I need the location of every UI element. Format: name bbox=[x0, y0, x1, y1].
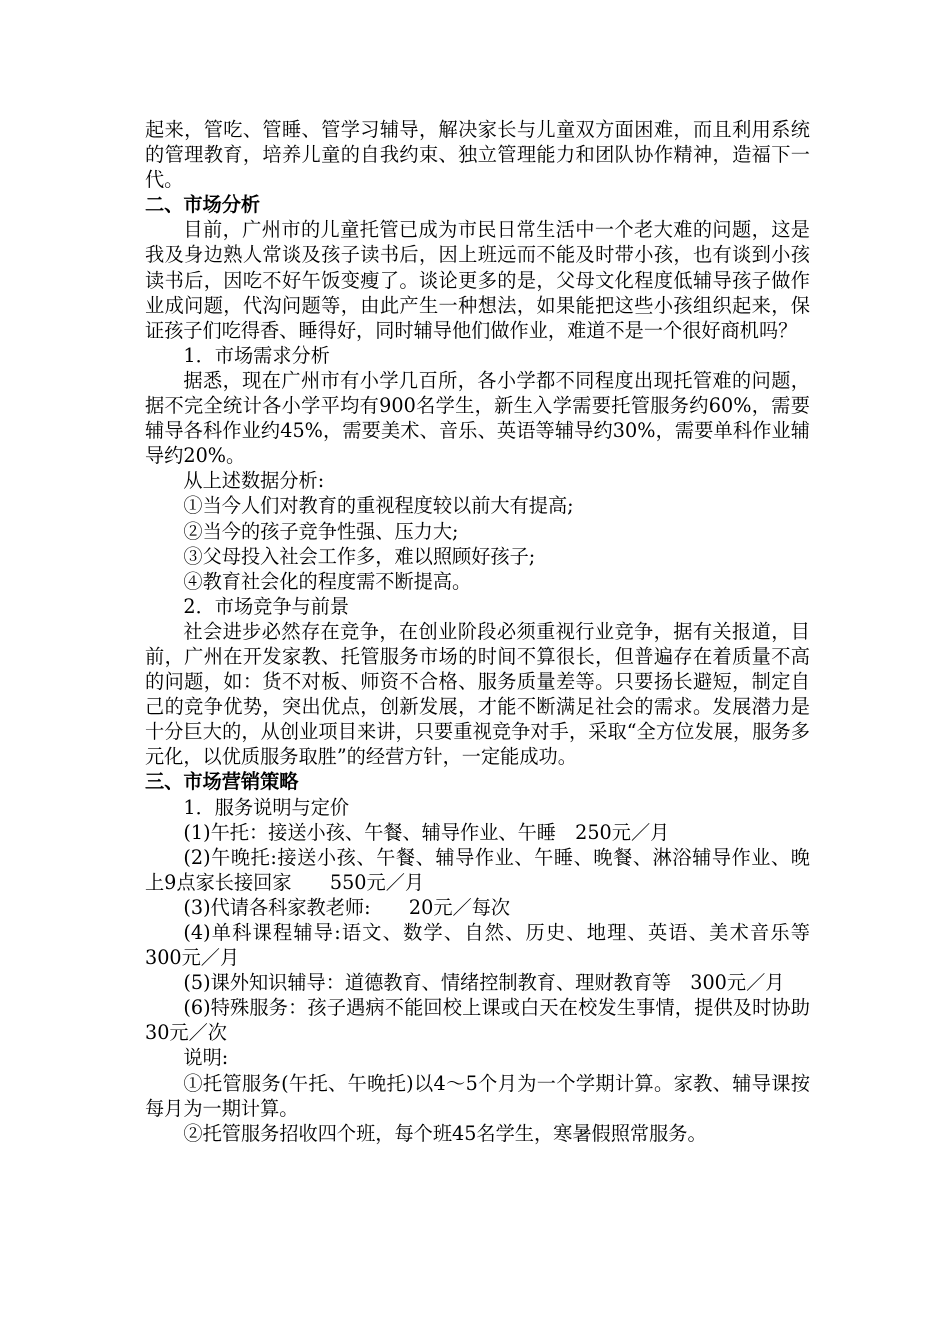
note-item-1: ①托管服务(午托、午晚托)以4～5个月为一个学期计算。家教、辅导课按每月为一期计算。 bbox=[145, 1071, 810, 1120]
service-item-4: (4)单科课程辅导:语文、数学、自然、历史、地理、英语、美术音乐等 300元／月 bbox=[145, 921, 830, 970]
notes-label: 说明: bbox=[183, 1046, 229, 1070]
paragraph-demand-data: 据悉，现在广州市有小学几百所，各小学都不同程度出现托管难的问题，据不完全统计各小学平均有900名学生，新生入学需要托管服务约60%，需要辅导各科作业约45%，需要美术、音乐、英语等辅导约30%，需要单科作业辅导约20%。 bbox=[145, 368, 810, 468]
list-item-analysis-2: ②当今的孩子竞争性强、压力大; bbox=[183, 519, 459, 543]
section-heading-marketing-strategy: 三、市场营销策略 bbox=[145, 770, 299, 794]
paragraph-competition: 社会进步必然存在竞争，在创业阶段必须重视行业竞争，据有关报道，目前，广州在开发家教、托管服务市场的时间不算很长，但普遍存在着质量不高的问题，如：货不对板、师资不合格、服务质量差等。只要扬长避短，制定自己的竞争优势，突出优点，创新发展，才能不断满足社会的需求。发展潜力是十分巨大的，从创业项目来讲，只要重视竞争对手，采取“全方位发展，服务多元化，以优质服务取胜”的经营方针，一定能成功。 bbox=[145, 619, 810, 769]
section-heading-market-analysis: 二、市场分析 bbox=[145, 193, 261, 217]
list-item-analysis-1: ①当今人们对教育的重视程度较以前大有提高; bbox=[183, 494, 574, 518]
service-item-2: (2)午晚托:接送小孩、午餐、辅导作业、午睡、晚餐、淋浴辅导作业、晚上9点家长接回家 550元／月 bbox=[145, 845, 810, 894]
paragraph-intro-continuation: 起来，管吃、管睡、管学习辅导，解决家长与儿童双方面困难，而且利用系统的管理教育，培养儿童的自我约束、独立管理能力和团队协作精神，造福下一代。 bbox=[145, 118, 810, 192]
note-item-2: ②托管服务招收四个班，每个班45名学生，寒暑假照常服务。 bbox=[183, 1121, 707, 1145]
service-item-6: (6)特殊服务：孩子遇病不能回校上课或白天在校发生事情，提供及时协助 30元／次 bbox=[145, 996, 810, 1045]
service-item-1: (1)午托：接送小孩、午餐、辅导作业、午睡 250元／月 bbox=[183, 820, 670, 844]
subheading-competition: 2．市场竞争与前景 bbox=[183, 594, 350, 618]
subheading-service-pricing: 1．服务说明与定价 bbox=[183, 795, 350, 819]
paragraph-market-overview: 目前，广州市的儿童托管已成为市民日常生活中一个老大难的问题，这是我及身边熟人常谈及孩子读书后，因上班远而不能及时带小孩，也有谈到小孩读书后，因吃不好午饭变瘦了。谈论更多的是，父母文化程度低辅导孩子做作业成问题，代沟问题等，由此产生一种想法，如果能把这些小孩组织起来，保证孩子们吃得香、睡得好，同时辅导他们做作业，难道不是一个很好商机吗？ bbox=[145, 218, 810, 342]
paragraph-data-analysis-intro: 从上述数据分析: bbox=[183, 469, 325, 493]
service-item-3: (3)代请各科家教老师: 20元／每次 bbox=[183, 895, 511, 919]
document-page bbox=[145, 117, 830, 1146]
service-item-5: (5)课外知识辅导：道德教育、情绪控制教育、理财教育等 300元／月 bbox=[183, 971, 785, 995]
list-item-analysis-4: ④教育社会化的程度需不断提高。 bbox=[183, 569, 472, 593]
subheading-demand-analysis: 1．市场需求分析 bbox=[183, 343, 330, 367]
list-item-analysis-3: ③父母投入社会工作多，难以照顾好孩子; bbox=[183, 544, 536, 568]
